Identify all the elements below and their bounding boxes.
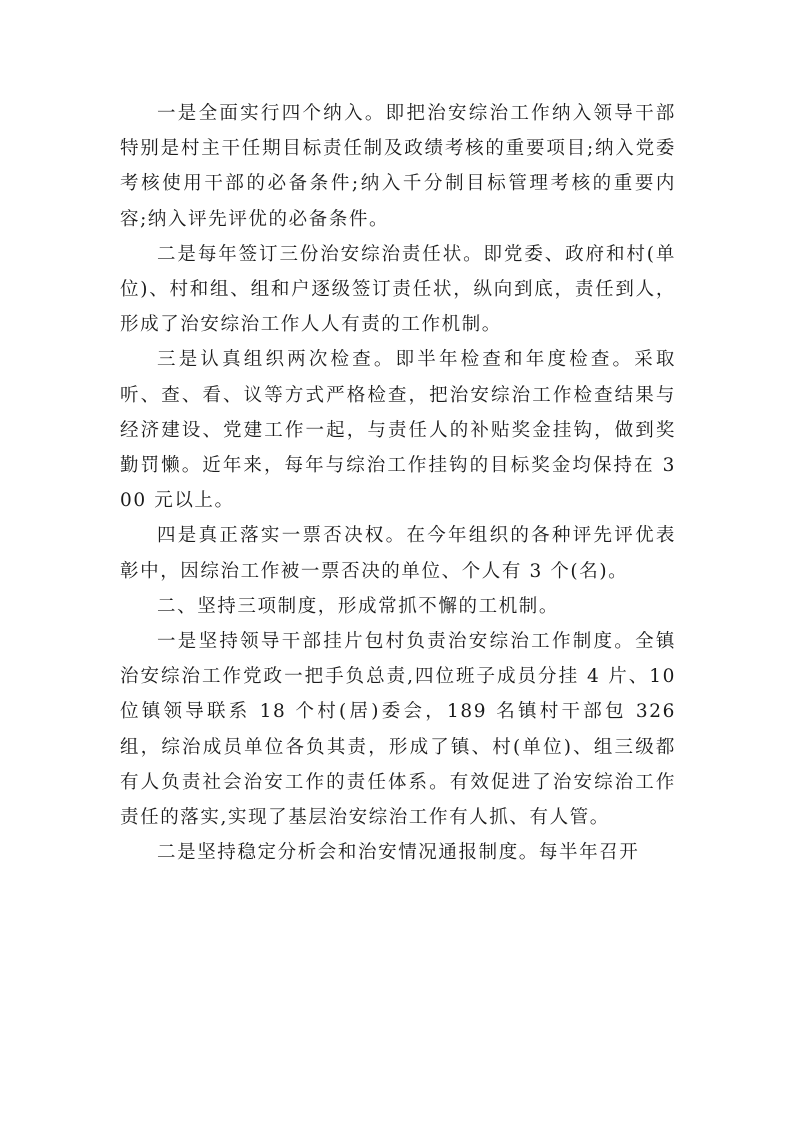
paragraph-four-inclusions: 一是全面实行四个纳入。即把治安综治工作纳入领导干部特别是村主干任期目标责任制及政绩考核的重要项目;纳入党委考核使用干部的必备条件;纳入千分制目标管理考核的重要内容;纳入评先评优的必备条件。 [120,103,676,230]
paragraph-stability-analysis: 二是坚持稳定分析会和治安情况通报制度。每半年召开 [157,842,640,864]
document-page [120,96,676,870]
paragraph-responsibility-letters: 二是每年签订三份治安综治责任状。即党委、政府和村(单位)、村和组、组和户逐级签订责任状，纵向到底，责任到人，形成了治安综治工作人人有责的工作机制。 [120,243,676,336]
paragraph-two-inspections: 三是认真组织两次检查。即半年检查和年度检查。采取听、查、看、议等方式严格检查，把治安综治工作检查结果与经济建设、党建工作一起，与责任人的补贴奖金挂钩，做到奖勤罚懒。近年来，每年与综治工作挂钩的目标奖金均保持在 300 元以上。 [120,349,676,512]
section-heading-three-systems: 二、坚持三项制度，形成常抓不懈的工机制。 [157,595,560,617]
paragraph-veto-power: 四是真正落实一票否决权。在今年组织的各种评先评优表彰中，因综治工作被一票否决的单位、个人有 3 个(名)。 [120,525,676,582]
paragraph-leader-village-system: 一是坚持领导干部挂片包村负责治安综治工作制度。全镇治安综治工作党政一把手负总责,四位班子成员分挂 4 片、10 位镇领导联系 18 个村(居)委会，189 名镇村干部包 326 组，综治成员单位各负其责，形成了镇、村(单位)、组三级都有人负责社会治安工作的责任体系。有效促进了治安综治工作责任的落实,实现了基层治安综治工作有人抓、有人管。 [120,631,676,829]
